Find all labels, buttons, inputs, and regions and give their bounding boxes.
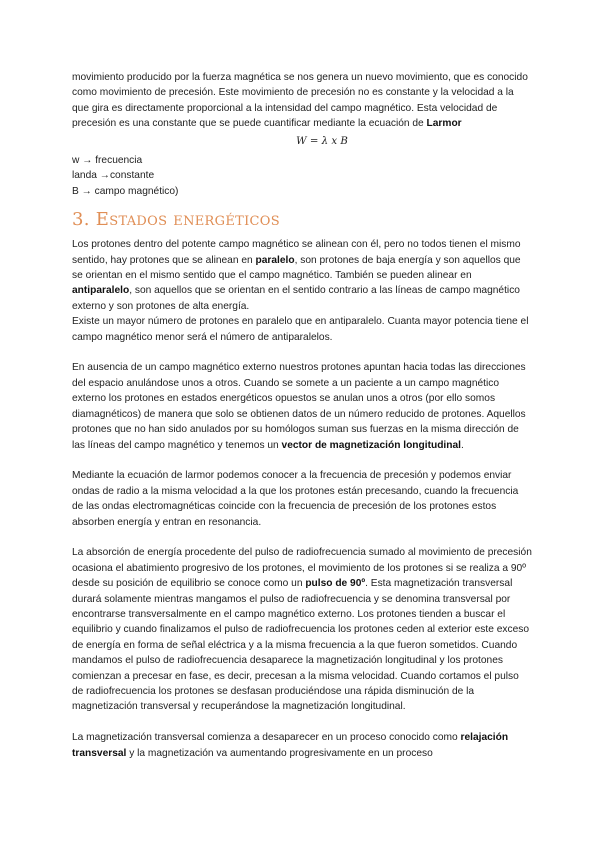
section-heading: 3. Estados energéticos [72, 209, 280, 231]
larmor-equation: W = λ x B [296, 135, 348, 147]
paragraph-external-field: En ausencia de un campo magnético externo nuestros protones apuntan hacia todas las direcciones del espacio anulándose unos a otros. Cuando se somete a un paciente a un campo magnético externo los protones en estados energéticos opuestos se anulan unos a otros (por ello somos diamagnéticos) de manera que solo se obtienen datos de un número reducido de protones. Aquellos protones que no han sido anulados por su homólogos suman sus fuerzas en la misma dirección de las líneas del campo magnético y tenemos un vector de magnetización longitudinal. [72, 362, 526, 451]
term-antiparalelo: antiparalelo [72, 285, 130, 297]
legend-line-w: w → frecuencia [72, 155, 143, 167]
paragraph-resonance: Mediante la ecuación de larmor podemos conocer a la frecuencia de precesión y podemos enviar ondas de radio a la misma velocidad a la que los protones están precesando, cuando la frecuencia de las ondas electromagnéticas coincide con la frecuencia de precesión de los protones estos absorben energía y entran en resonancia. [72, 470, 519, 528]
term-pulso-90: pulso de 90º [305, 578, 366, 590]
paragraph-proton-count: Existe un mayor número de protones en paralelo que en antiparalelo. Cuanta mayor potencia tiene el campo magnético menor será el número de antiparalelos. [72, 316, 529, 343]
intro-paragraph: movimiento producido por la fuerza magnética se nos genera un nuevo movimiento, que es conocido como movimiento de precesión. Este movimiento de precesión no es constante y la velocidad a la que gira es directamente proporcional a la intensidad del campo magnético. Esta velocidad de precesión es una constante que se puede cuantificar mediante la ecuación de Larmor [72, 72, 528, 130]
legend-line-landa: landa →constante [72, 170, 155, 182]
term-paralelo: paralelo [255, 254, 295, 266]
larmor-term: Larmor [426, 118, 462, 130]
legend-line-b: B → campo magnético) [72, 185, 179, 197]
paragraph-alignment: Los protones dentro del potente campo magnético se alinean con él, pero no todos tienen el mismo sentido, hay protones que se alinean en paralelo, son protones de baja energía y son aquellos que se orientan en el mismo sentido que el campo magnético. También se pueden alinear en antiparalelo, son aquellos que se orientan en el sentido contrario a las líneas de campo magnético externo y son protones de alta energía. [72, 239, 521, 312]
term-relajacion-transversal: relajación transversal [72, 732, 509, 759]
page-content [72, 70, 532, 761]
paragraph-pulse: La absorción de energía procedente del pulso de radiofrecuencia sumado al movimiento de precesión ocasiona el abatimiento progresivo de los protones, el movimiento de los protones si se realiza a 90º desde su posición de equilibrio se conoce como un pulso de 90º. Esta magnetización transversal durará solamente mientras mangamos el pulso de radiofrecuencia y se denomina transversal por encontrarse transversalmente en el campo magnético externo. Los protones tienden a buscar el equilibrio y cuando finalizamos el pulso de radiofrecuencia los protones ceden al exterior este exceso de energía en forma de señal eléctrica y a la misma frecuencia a la que fueron sometidos. Cuando mandamos el pulso de radiofrecuencia desaparece la magnetización longitudinal y los protones comienzan a precesar en fase, es decir, precesan a la misma velocidad. Cuando cortamos el pulso de radiofrecuencia los protones se desfasan produciéndose una rápida disminución de la magnetización transversal y recuperándose la magnetización longitudinal. [72, 547, 532, 713]
term-vector-magnetizacion: vector de magnetización longitudinal [281, 439, 461, 451]
paragraph-relaxation: La magnetización transversal comienza a desaparecer en un proceso conocido como relajación transversal y la magnetización va aumentando progresivamente en un proceso [72, 732, 509, 759]
